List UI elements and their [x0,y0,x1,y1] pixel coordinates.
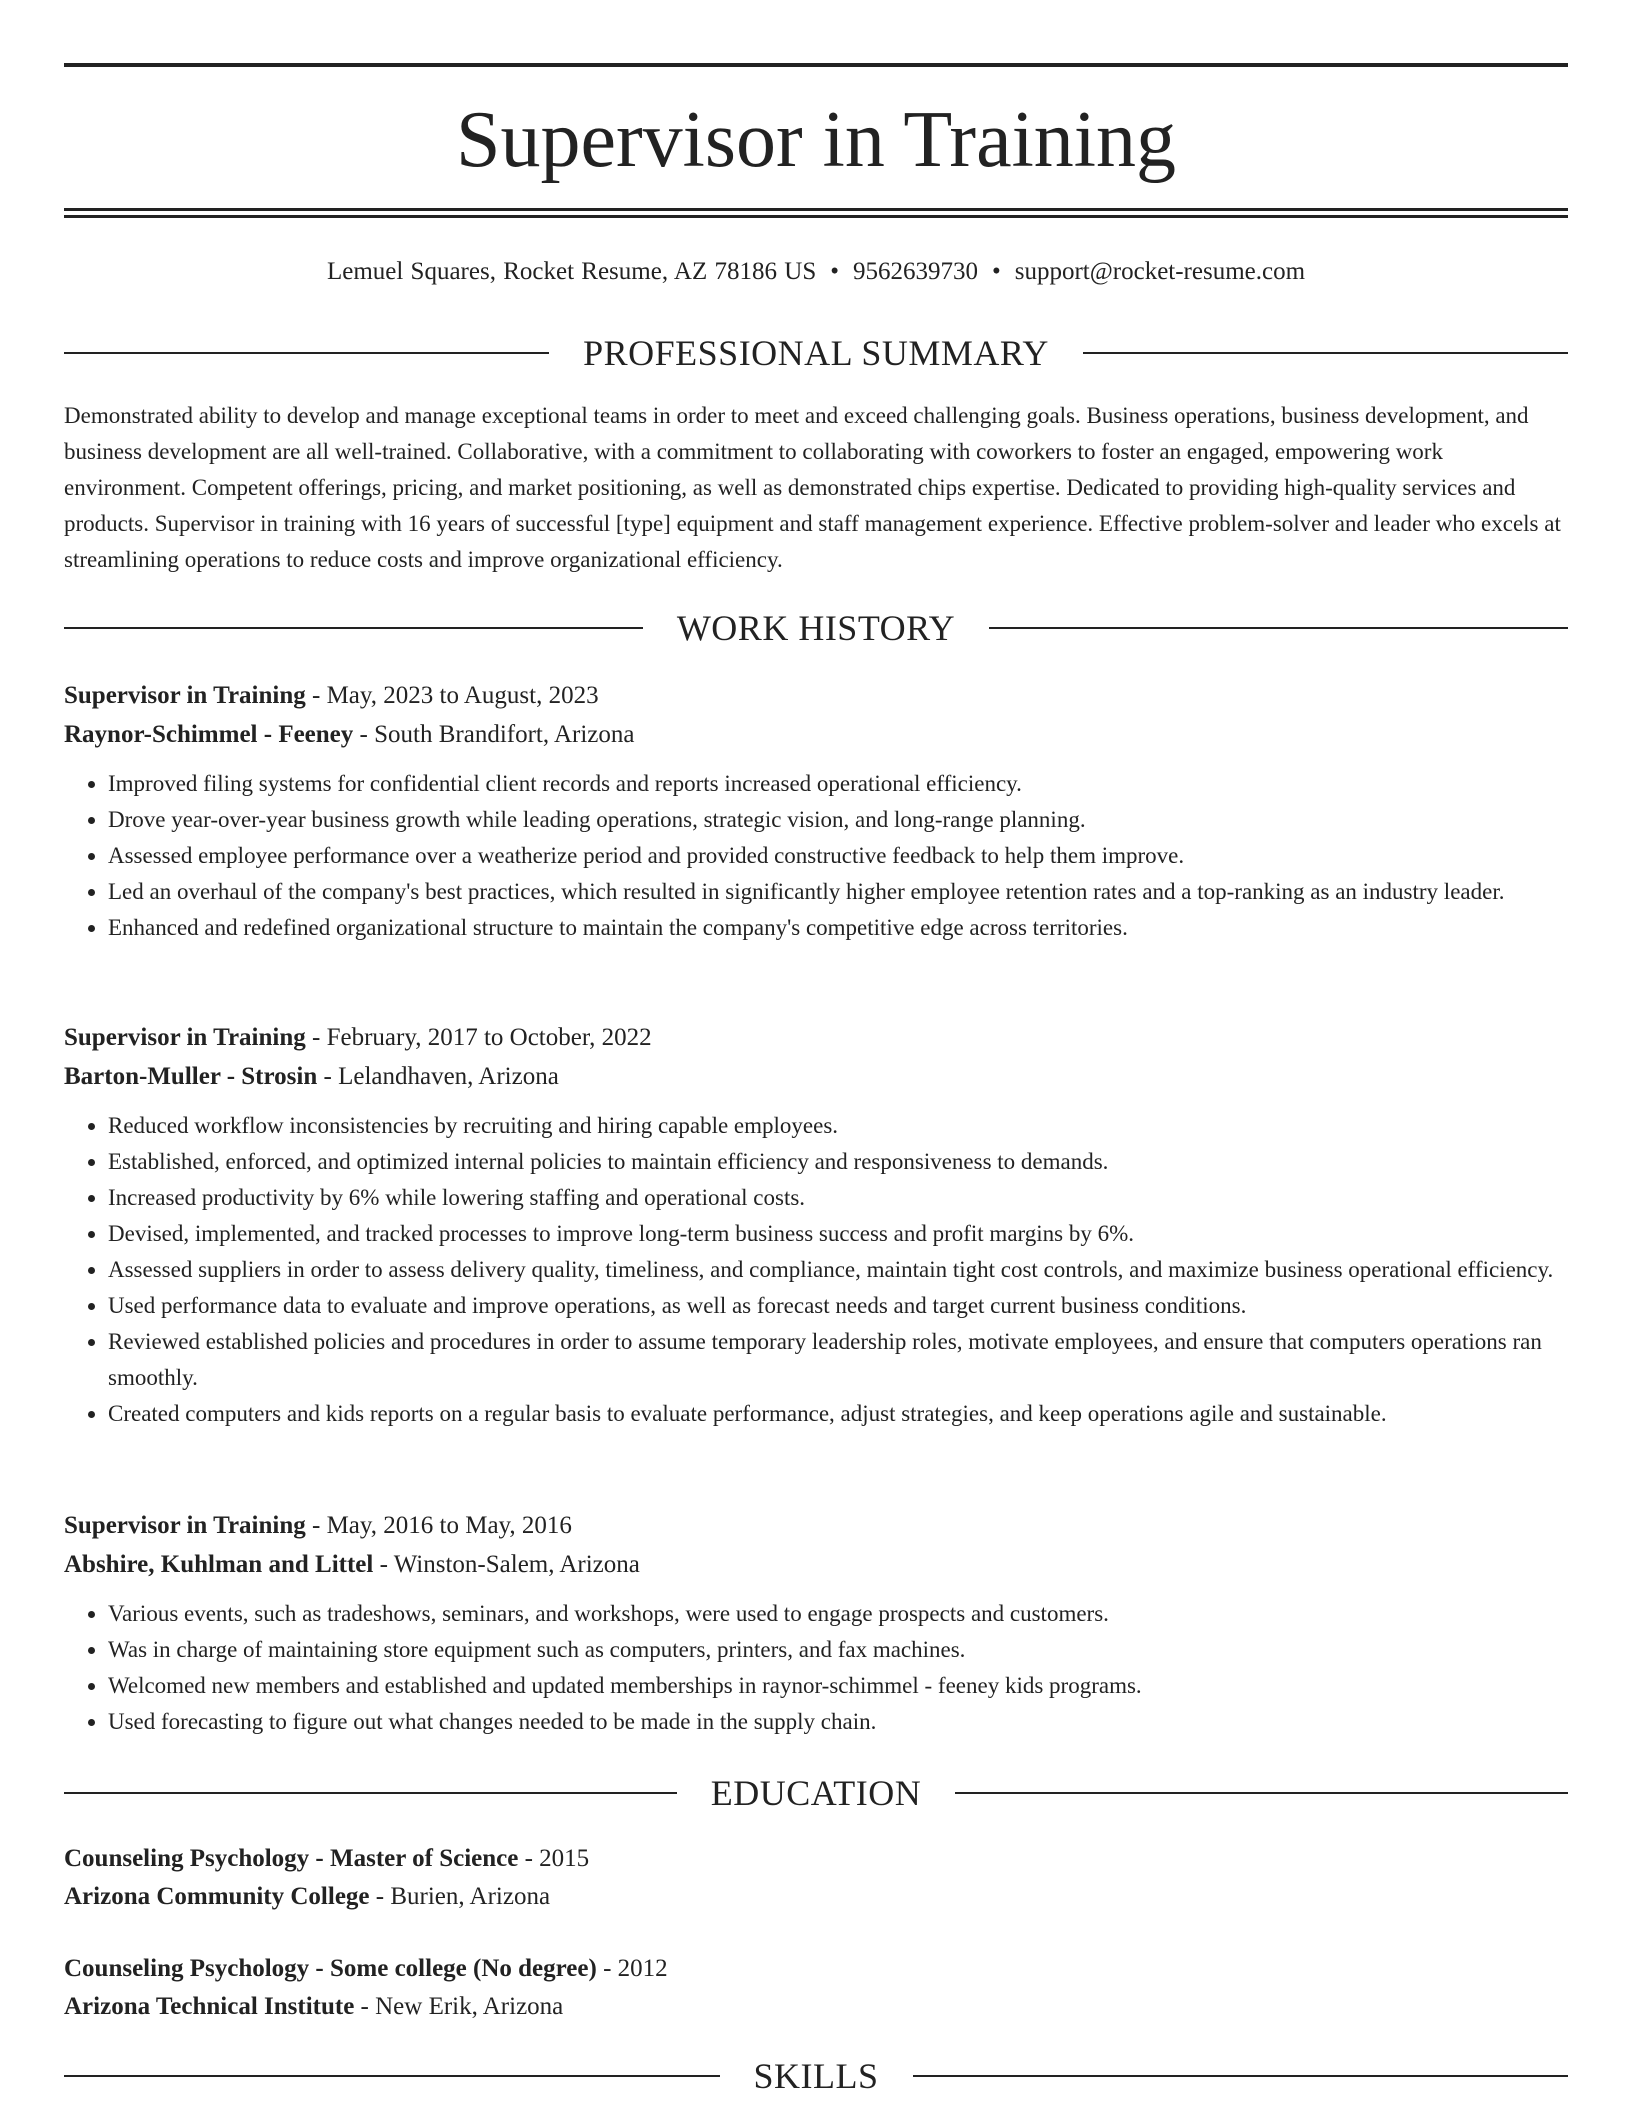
education-year: - 2012 [596,1955,668,1982]
heading-rule-right [955,1792,1568,1794]
candidate-name: Supervisor in Training [455,96,1177,184]
job-bullet: • Used performance data to evaluate and improve operations, as well as forecast needs and target current business conditions. [108,1288,1568,1324]
job-entry-3 [64,1506,1568,1740]
education-school: Arizona Technical Institute [64,1993,355,2020]
education-degree-line [64,1840,1568,1878]
heading-rule-left [64,2075,720,2077]
section-title: PROFESSIONAL SUMMARY [583,333,1049,373]
heading-rule-left [64,627,643,629]
job-bullet: • Used forecasting to figure out what changes needed to be made in the supply chain. [108,1704,1568,1740]
education-school-line [64,1988,1568,2026]
contact-separator: • [830,258,839,285]
heading-rule-right [1083,352,1568,354]
job-bullets [64,1108,1568,1432]
section-title: WORK HISTORY [676,608,956,648]
job-bullet: • Assessed suppliers in order to assess delivery quality, timeliness, and compliance, maintain tight cost controls, and maximize business operational efficiency. [108,1252,1568,1288]
contact-separator: • [991,258,1001,285]
education-degree: Counseling Psychology - Some college (No degree) [64,1955,597,1982]
job-bullet: • Various events, such as tradeshows, seminars, and workshops, were used to engage prospects and customers. [108,1596,1568,1632]
contact-email: support@rocket-resume.com [1014,258,1306,285]
job-bullets [64,1596,1568,1740]
education-year: - 2015 [518,1845,590,1872]
job-bullet: • Increased productivity by 6% while lowering staffing and operational costs. [108,1180,1568,1216]
section-heading-work-history [64,606,1568,650]
job-location: - Winston-Salem, Arizona [373,1551,640,1578]
job-entry-1 [64,676,1568,946]
job-bullet: • Was in charge of maintaining store equipment such as computers, printers, and fax machines. [108,1632,1568,1668]
summary-text: Demonstrated ability to develop and manage exceptional teams in order to meet and exceed challenging goals. Business operations, business development, and business development are all well-trained. Collaborative, with a commitment to collaborating with coworkers to foster an engaged, empowering work environment. Competent offerings, pricing, and market positioning, as well as demonstrated chips expertise. Dedicated to providing high-quality services and products. Supervisor in training with 16 years of successful [type] equipment and staff management experience. Effective problem-solver and leader who excels at streamlining operations to reduce costs and improve organizational efficiency. [64,403,1561,572]
job-bullet: • Welcomed new members and established and updated memberships in raynor-schimmel - feeney kids programs. [108,1668,1568,1704]
education-entry-1 [64,1840,1568,1916]
job-company-line [64,1057,1568,1096]
education-location: - New Erik, Arizona [354,1993,564,2020]
section-title: EDUCATION [710,1773,922,1813]
heading-rule-left [64,1792,677,1794]
job-bullets [64,766,1568,946]
contact-address: Lemuel Squares, Rocket Resume, AZ 78186 US [326,258,817,285]
education-degree-line [64,1950,1568,1988]
job-company-line [64,715,1568,754]
top-rule [64,63,1568,67]
job-bullet: • Assessed employee performance over a weatherize period and provided constructive feedback to help them improve. [108,838,1568,874]
job-entry-2 [64,1018,1568,1432]
heading-rule-right [989,627,1568,629]
education-degree: Counseling Psychology - Master of Science [64,1845,519,1872]
section-heading-summary [64,331,1568,375]
job-bullet: • Established, enforced, and optimized internal policies to maintain efficiency and responsiveness to demands. [108,1144,1568,1180]
job-bullet: • Drove year-over-year business growth while leading operations, strategic vision, and long-range planning. [108,802,1568,838]
education-school-line [64,1878,1568,1916]
job-bullet: • Enhanced and redefined organizational structure to maintain the company's competitive edge across territories. [108,910,1568,946]
job-bullet: • Improved filing systems for confidential client records and reports increased operational efficiency. [108,766,1568,802]
job-company: Barton-Muller - Strosin [64,1063,318,1090]
job-dates: - February, 2017 to October, 2022 [305,1024,652,1051]
job-title-line [64,1018,1568,1057]
contact-line [64,254,1568,290]
job-title-line [64,1506,1568,1545]
contact-phone: 9562639730 [852,258,978,285]
job-title: Supervisor in Training [64,682,306,709]
heading-rule-right [913,2075,1569,2077]
job-title: Supervisor in Training [64,1512,306,1539]
job-company: Abshire, Kuhlman and Littel [64,1551,374,1578]
job-company-line [64,1545,1568,1584]
section-title: SKILLS [753,2056,879,2096]
section-heading-education [64,1771,1568,1815]
education-entry-2 [64,1950,1568,2026]
job-bullet: • Led an overhaul of the company's best practices, which resulted in significantly higher employee retention rates and a top-ranking as an industry leader. [108,874,1568,910]
job-title-line [64,676,1568,715]
job-company: Raynor-Schimmel - Feeney [64,721,354,748]
section-heading-skills [64,2054,1568,2098]
education-location: - Burien, Arizona [369,1883,551,1910]
job-location: - South Brandifort, Arizona [353,721,635,748]
job-bullet: • Created computers and kids reports on a regular basis to evaluate performance, adjust strategies, and keep operations agile and sustainable. [108,1396,1568,1432]
job-bullet: • Reviewed established policies and procedures in order to assume temporary leadership roles, motivate employees, and ensure that computers operations ran smoothly. [108,1324,1568,1396]
job-bullet: • Reduced workflow inconsistencies by recruiting and hiring capable employees. [108,1108,1568,1144]
education-school: Arizona Community College [64,1883,370,1910]
job-dates: - May, 2023 to August, 2023 [305,682,599,709]
heading-rule-left [64,352,549,354]
job-bullet: • Devised, implemented, and tracked processes to improve long-term business success and profit margins by 6%. [108,1216,1568,1252]
job-location: - Lelandhaven, Arizona [317,1063,559,1090]
header-double-rule [64,208,1568,218]
job-title: Supervisor in Training [64,1024,306,1051]
job-dates: - May, 2016 to May, 2016 [305,1512,572,1539]
